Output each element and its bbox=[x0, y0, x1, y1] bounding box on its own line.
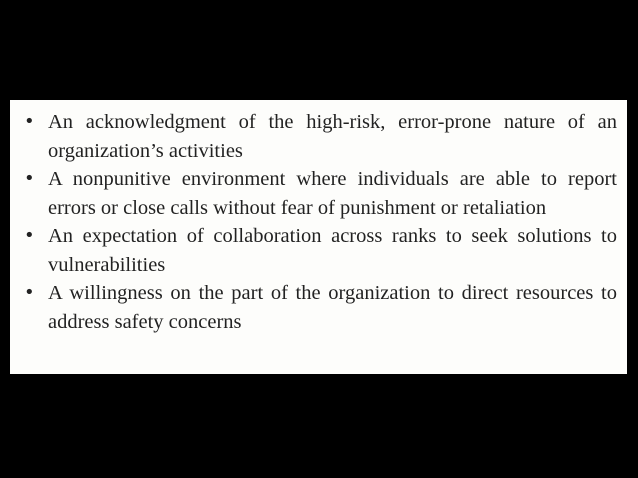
bullet-text: A nonpunitive environment where individuals are able to report errors or close calls without fear of punishment or retaliation bbox=[48, 168, 617, 219]
bullet-text: An expectation of collaboration across ranks to seek solutions to vulnerabilities bbox=[48, 225, 617, 276]
bullet-item-willingness bbox=[24, 279, 617, 336]
bullet-item-nonpunitive bbox=[24, 165, 617, 222]
bullet-text: A willingness on the part of the organization to direct resources to address safety concerns bbox=[48, 282, 617, 333]
bullet-icon: • bbox=[24, 111, 35, 132]
bullet-item-collaboration bbox=[24, 222, 617, 279]
bullet-icon: • bbox=[24, 282, 35, 303]
bullet-item-acknowledgment bbox=[24, 108, 617, 165]
bullet-icon: • bbox=[24, 225, 35, 246]
bullet-list bbox=[24, 108, 617, 336]
bullet-text: An acknowledgment of the high-risk, error-prone nature of an organization’s activities bbox=[48, 111, 617, 162]
bullet-icon: • bbox=[24, 168, 35, 189]
bullet-card bbox=[10, 100, 627, 374]
